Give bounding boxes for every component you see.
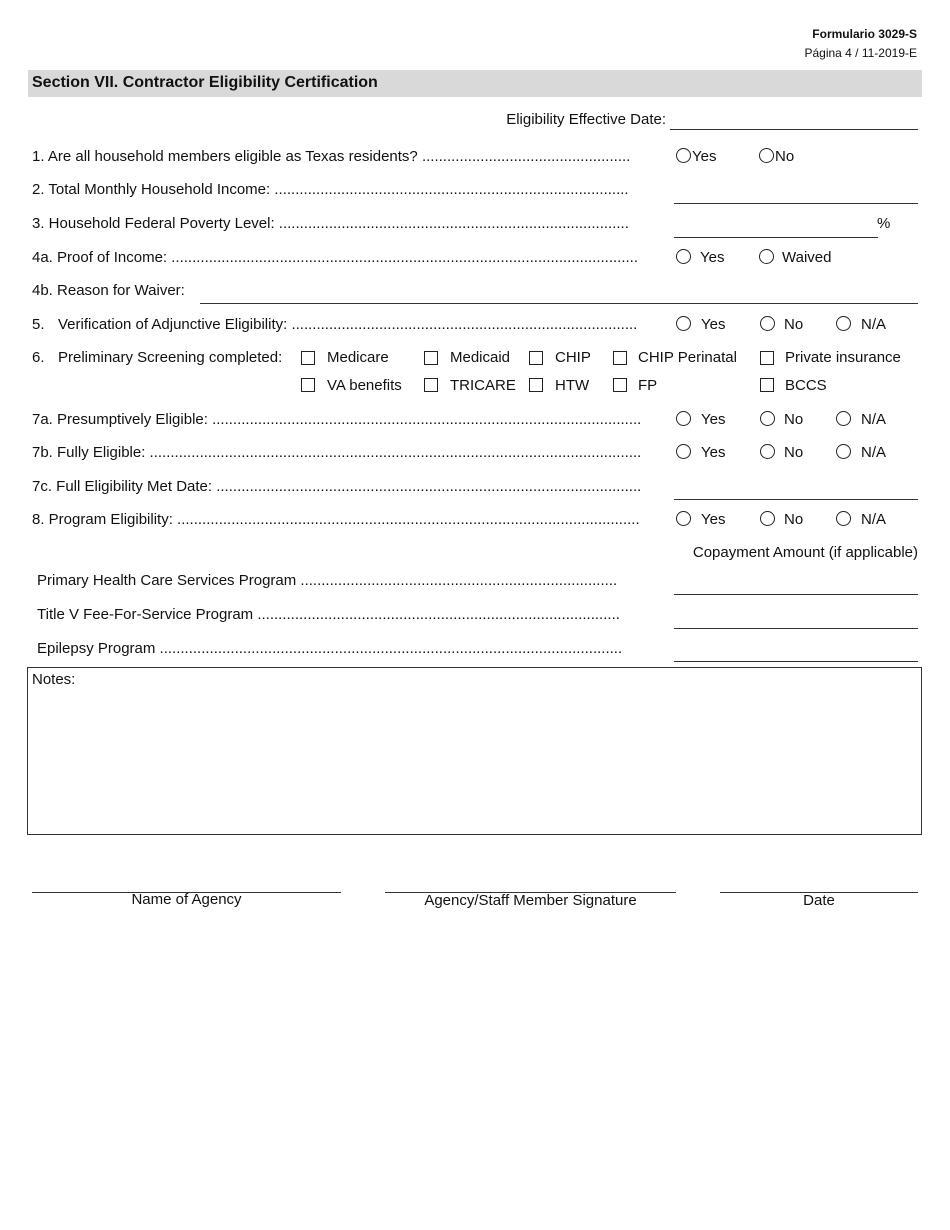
copay-title-v-field[interactable] xyxy=(674,628,918,629)
q7b-no-label: No xyxy=(784,444,804,461)
q5-no-label: No xyxy=(784,316,804,333)
label-chip-perinatal: CHIP Perinatal xyxy=(638,349,737,366)
q8-na-label: N/A xyxy=(861,511,887,528)
program-primary-health-care: Primary Health Care Services Program ............................................................................ xyxy=(37,572,618,589)
q5-na-radio[interactable] xyxy=(836,316,851,331)
label-chip: CHIP xyxy=(555,349,591,366)
checkbox-chip-perinatal[interactable] xyxy=(613,351,627,365)
checkbox-fp[interactable] xyxy=(613,378,627,392)
q7a-na-label: N/A xyxy=(861,411,887,428)
q7a-no-label: No xyxy=(784,411,804,428)
q1-no-label: No xyxy=(775,148,795,165)
section-title: Section VII. Contractor Eligibility Certification xyxy=(32,74,378,91)
checkbox-private-insurance[interactable] xyxy=(760,351,774,365)
q2-income-field[interactable] xyxy=(674,203,918,204)
label-tricare: TRICARE xyxy=(450,377,516,394)
q4b-label: 4b. Reason for Waiver: xyxy=(32,282,185,299)
q7a-yes-label: Yes xyxy=(701,411,726,428)
q1-no-radio[interactable] xyxy=(759,148,774,163)
form-number: Formulario 3029-S xyxy=(812,27,917,41)
q4b-waiver-reason-field[interactable] xyxy=(200,303,918,304)
checkbox-va-benefits[interactable] xyxy=(301,378,315,392)
label-fp: FP xyxy=(638,377,658,394)
copay-primary-health-care-field[interactable] xyxy=(674,594,918,595)
page-info: Página 4 / 11-2019-E xyxy=(804,46,917,60)
notes-label: Notes: xyxy=(32,671,76,688)
q7c-date-field[interactable] xyxy=(674,499,918,500)
program-epilepsy: Epilepsy Program ............................................................................................................... xyxy=(37,640,623,657)
q8-na-radio[interactable] xyxy=(836,511,851,526)
label-va-benefits: VA benefits xyxy=(327,377,402,394)
q6-number: 6. xyxy=(32,349,45,366)
notes-box[interactable] xyxy=(27,667,922,835)
label-bccs: BCCS xyxy=(785,377,827,394)
q3-label: 3. Household Federal Poverty Level: .................................................................................... xyxy=(32,215,629,232)
q8-no-label: No xyxy=(784,511,804,528)
signature-label: Agency/Staff Member Signature xyxy=(424,892,637,909)
q6-label: Preliminary Screening completed: xyxy=(58,349,283,366)
checkbox-bccs[interactable] xyxy=(760,378,774,392)
q7b-label: 7b. Fully Eligible: ...................................................................................................................... xyxy=(32,444,642,461)
copay-epilepsy-field[interactable] xyxy=(674,661,918,662)
q7a-na-radio[interactable] xyxy=(836,411,851,426)
q4a-label: 4a. Proof of Income: ................................................................................................................ xyxy=(32,249,638,266)
q7b-no-radio[interactable] xyxy=(760,444,775,459)
q7a-yes-radio[interactable] xyxy=(676,411,691,426)
label-medicare: Medicare xyxy=(327,349,389,366)
q7b-na-label: N/A xyxy=(861,444,887,461)
q7c-label: 7c. Full Eligibility Met Date: ...................................................................................................... xyxy=(32,478,642,495)
q8-no-radio[interactable] xyxy=(760,511,775,526)
agency-name-label: Name of Agency xyxy=(131,891,242,908)
checkbox-tricare[interactable] xyxy=(424,378,438,392)
q1-label: 1. Are all household members eligible as Texas residents? .................................................. xyxy=(32,148,631,165)
q4a-yes-radio[interactable] xyxy=(676,249,691,264)
q7a-no-radio[interactable] xyxy=(760,411,775,426)
q3-fpl-field[interactable] xyxy=(674,237,878,238)
checkbox-chip[interactable] xyxy=(529,351,543,365)
q7a-label: 7a. Presumptively Eligible: ....................................................................................................... xyxy=(32,411,642,428)
q5-no-radio[interactable] xyxy=(760,316,775,331)
q2-label: 2. Total Monthly Household Income: ..................................................................................... xyxy=(32,181,629,198)
q8-label: 8. Program Eligibility: ............................................................................................................... xyxy=(32,511,640,528)
checkbox-medicaid[interactable] xyxy=(424,351,438,365)
q4a-waived-label: Waived xyxy=(782,249,832,266)
q8-yes-radio[interactable] xyxy=(676,511,691,526)
effective-date-field[interactable] xyxy=(670,129,918,130)
q5-yes-label: Yes xyxy=(701,316,726,333)
q1-yes-label: Yes xyxy=(692,148,717,165)
program-title-v: Title V Fee-For-Service Program ....................................................................................... xyxy=(37,606,620,623)
q4a-yes-label: Yes xyxy=(700,249,725,266)
label-medicaid: Medicaid xyxy=(450,349,511,366)
q5-yes-radio[interactable] xyxy=(676,316,691,331)
q5-number: 5. xyxy=(32,316,45,333)
q1-yes-radio[interactable] xyxy=(676,148,691,163)
q3-percent-unit: % xyxy=(877,215,891,232)
checkbox-htw[interactable] xyxy=(529,378,543,392)
q7b-yes-radio[interactable] xyxy=(676,444,691,459)
copayment-header: Copayment Amount (if applicable) xyxy=(692,544,918,561)
checkbox-medicare[interactable] xyxy=(301,351,315,365)
q7b-na-radio[interactable] xyxy=(836,444,851,459)
q5-na-label: N/A xyxy=(861,316,887,333)
q8-yes-label: Yes xyxy=(701,511,726,528)
q4a-waived-radio[interactable] xyxy=(759,249,774,264)
q5-label: Verification of Adjunctive Eligibility: ................................................................................... xyxy=(58,316,638,333)
label-private-insurance: Private insurance xyxy=(785,349,901,366)
label-htw: HTW xyxy=(555,377,590,394)
q7b-yes-label: Yes xyxy=(701,444,726,461)
date-label: Date xyxy=(803,892,835,909)
effective-date-label: Eligibility Effective Date: xyxy=(506,111,666,128)
